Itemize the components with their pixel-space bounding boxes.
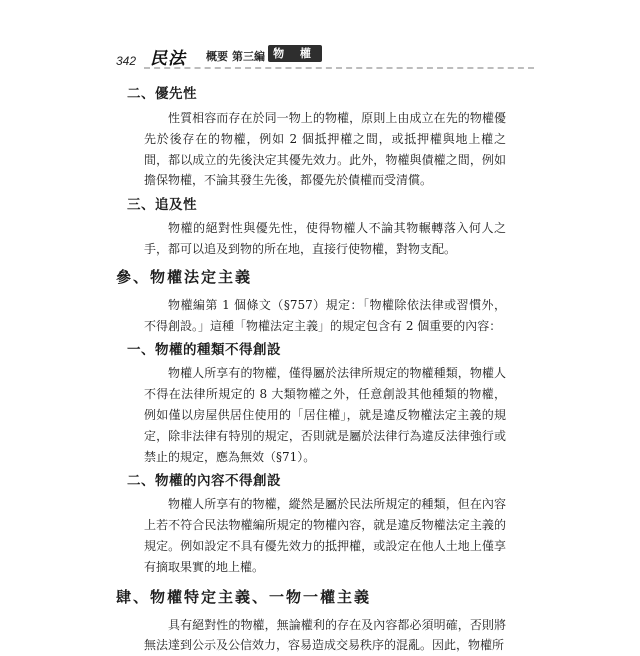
body-paragraph: 物權人所享有的物權，僅得屬於法律所規定的物權種類，物權人不得在法律所規定的 8 大類物權之外，任意創設其他種類的物權，例如僅以房屋供居住使用的「居住權」，就是違反物權法定主義的規定，除非法律有特別的規定，否則就是屬於法律行為違反法律強行或禁止的規定，應為無效（§71）。	[144, 366, 506, 464]
body-paragraph: 物權人所享有的物權，縱然是屬於民法所規定的種類，但在內容上若不符合民法物權編所規定的物權內容，就是違反物權法定主義的規定。例如設定不具有優先效力的抵押權，或設定在他人土地上僅享有摘取果實的地上權。	[144, 497, 506, 574]
section-heading: 一、物權的種類不得創設	[127, 342, 281, 359]
body-paragraph: 性質相容而存在於同一物上的物權，原則上由成立在先的物權優先於後存在的物權，例如 2 個抵押權之間，或抵押權與地上權之間，都以成立的先後決定其優先效力。此外，物權與債權之間，例如擔保物權，不論其發生先後，都優先於債權而受清償。	[144, 111, 506, 188]
part-title-tab: 物 權	[268, 45, 322, 62]
section-heading: 三、追及性	[127, 197, 197, 214]
body-paragraph: 物權的絕對性與優先性，使得物權人不論其物輾轉落入何人之手，都可以追及到物的所在地，直接行使物權，對物支配。	[144, 221, 506, 256]
part-label: 第三編	[232, 50, 265, 63]
chapter-heading: 參、物權法定主義	[116, 267, 253, 286]
chapter-heading: 肆、物權特定主義、一物一權主義	[116, 587, 372, 606]
page-body	[116, 78, 506, 656]
page-number: 342	[116, 54, 137, 68]
book-title: 民法	[150, 49, 186, 69]
header-divider	[144, 67, 534, 69]
body-paragraph: 具有絕對性的物權，無論權利的存在及內容都必須明確，否則將無法達到公示及公信效力，容易造成交易秩序的混亂。因此，物權所	[144, 617, 506, 653]
section-heading: 二、優先性	[127, 86, 197, 102]
running-header	[106, 44, 536, 74]
body-paragraph: 物權編第 1 個條文（§757）規定：「物權除依法律或習慣外，不得創設。」這種「物權法定主義」的規定包含有 2 個重要的內容：	[144, 297, 506, 333]
section-heading: 二、物權的內容不得創設	[127, 473, 281, 490]
book-subtitle: 概要	[206, 50, 228, 63]
